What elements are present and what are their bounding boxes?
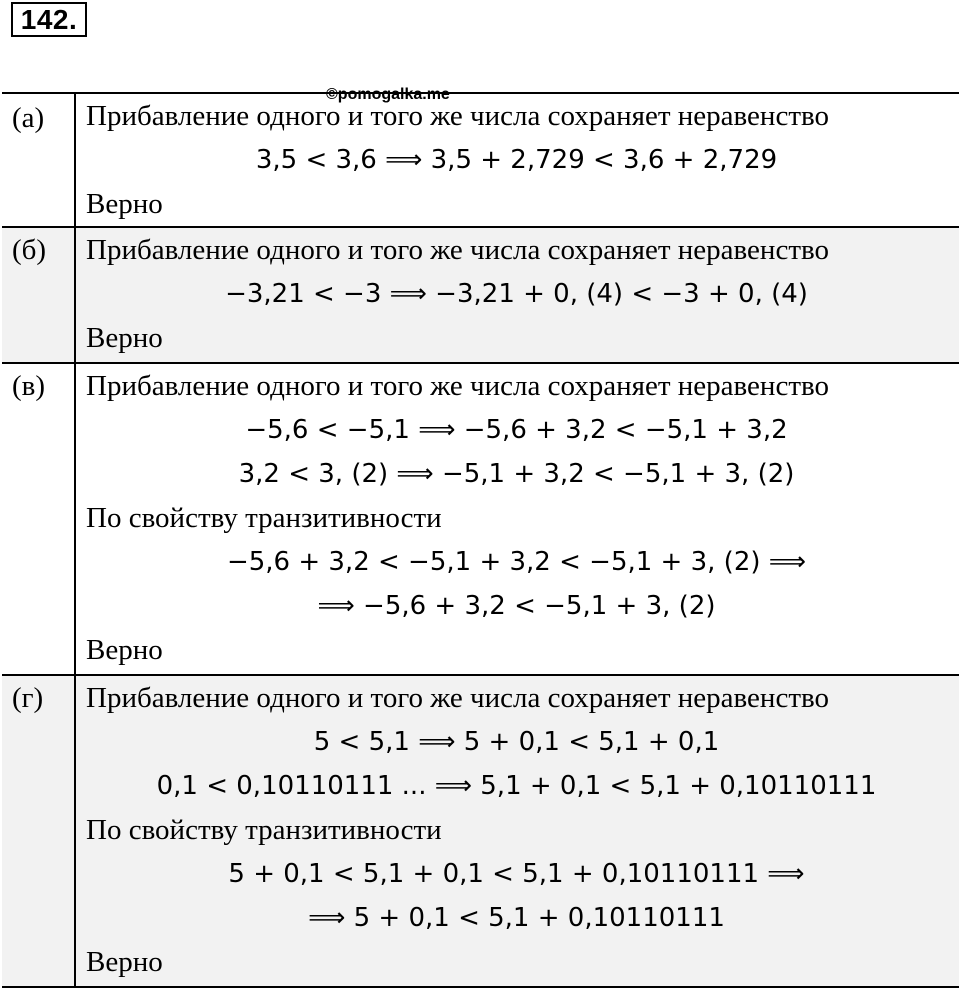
table-row — [2, 674, 959, 986]
text-line: Прибавление одного и того же числа сохраняет неравенство — [86, 234, 829, 266]
text-line: Прибавление одного и того же числа сохраняет неравенство — [86, 100, 829, 132]
table-row — [2, 226, 959, 362]
row-content — [86, 228, 947, 360]
verdict-line: Верно — [86, 634, 163, 666]
text-line: Прибавление одного и того же числа сохраняет неравенство — [86, 682, 829, 714]
table-row — [2, 94, 959, 226]
text-line: По свойству транзитивности — [86, 814, 442, 846]
row-content — [86, 94, 947, 226]
formula-line: 5 < 5,1 ⟹ 5 + 0,1 < 5,1 + 0,1 — [313, 727, 720, 757]
formula-line: ⟹ 5 + 0,1 < 5,1 + 0,10110111 — [308, 903, 725, 933]
row-content — [86, 364, 947, 672]
formula-line: 3,2 < 3, (2) ⟹ −5,1 + 3,2 < −5,1 + 3, (2) — [238, 459, 795, 489]
row-content — [86, 676, 947, 984]
formula-line: 0,1 < 0,10110111 ... ⟹ 5,1 + 0,1 < 5,1 + 0,10110111 — [156, 771, 877, 801]
verdict-line: Верно — [86, 322, 163, 354]
formula-line: 5 + 0,1 < 5,1 + 0,1 < 5,1 + 0,10110111 ⟹ — [228, 859, 805, 889]
text-line: По свойству транзитивности — [86, 502, 442, 534]
column-divider — [74, 676, 76, 986]
row-label: (в) — [12, 370, 46, 402]
verdict-line: Верно — [86, 946, 163, 978]
formula-line: −3,21 < −3 ⟹ −3,21 + 0, (4) < −3 + 0, (4) — [225, 279, 808, 309]
solution-table — [2, 92, 959, 988]
column-divider — [74, 94, 76, 226]
table-row — [2, 362, 959, 674]
row-label: (б) — [12, 234, 47, 266]
column-divider — [74, 364, 76, 674]
column-divider — [74, 228, 76, 362]
row-label: (г) — [12, 682, 44, 714]
row-label: (а) — [12, 102, 45, 134]
text-line: Прибавление одного и того же числа сохраняет неравенство — [86, 370, 829, 402]
formula-line: −5,6 + 3,2 < −5,1 + 3,2 < −5,1 + 3, (2) ⟹ — [226, 547, 807, 577]
watermark-text: ©pomogalka.me — [326, 86, 450, 103]
formula-line: −5,6 < −5,1 ⟹ −5,6 + 3,2 < −5,1 + 3,2 — [245, 415, 788, 445]
formula-line: 3,5 < 3,6 ⟹ 3,5 + 2,729 < 3,6 + 2,729 — [255, 145, 778, 175]
verdict-line: Верно — [86, 188, 163, 220]
problem-number: 142. — [11, 2, 87, 37]
formula-line: ⟹ −5,6 + 3,2 < −5,1 + 3, (2) — [317, 591, 716, 621]
